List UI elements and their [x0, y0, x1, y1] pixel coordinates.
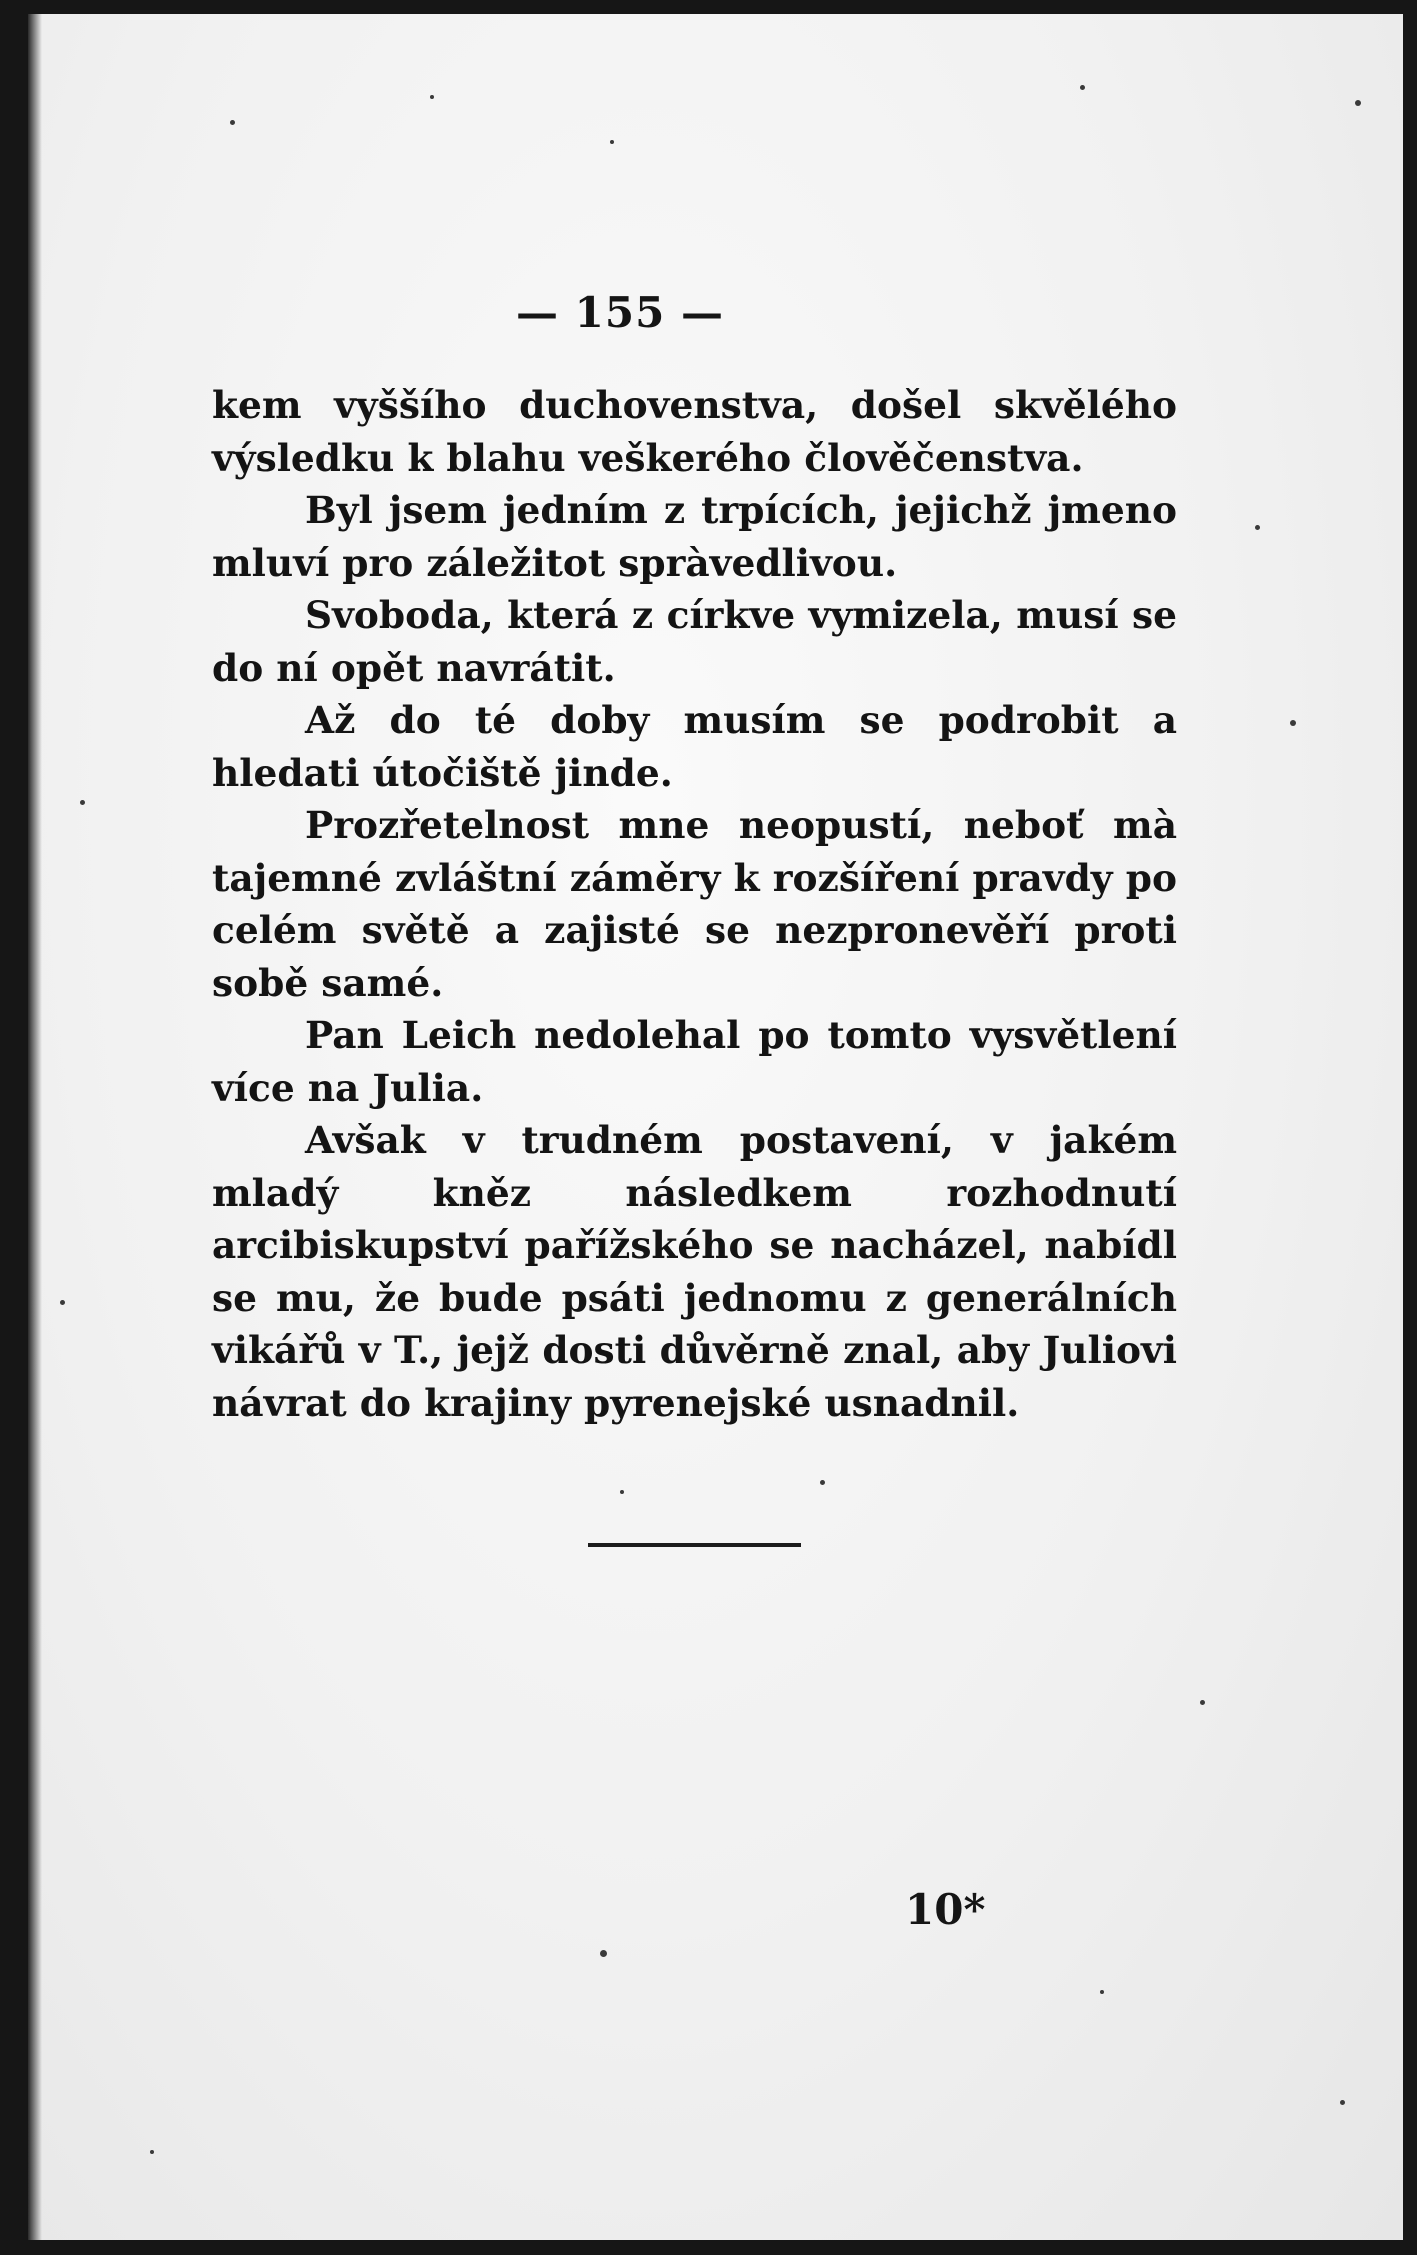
body-text [212, 379, 1177, 1429]
binding-shadow [28, 14, 42, 2240]
scan-speck [230, 120, 235, 125]
scan-speck [1200, 1700, 1205, 1705]
paragraph-1: kem vyššího duchovenstva, došel skvělého výsledku k blahu veškerého člověčenstva. [212, 383, 1177, 480]
paragraph-3: Svoboda, která z církve vymizela, musí se do ní opět navrátit. [212, 593, 1177, 690]
page-number: — 155 — [516, 288, 724, 337]
scan-speck [1290, 720, 1296, 726]
signature-mark: 10* [905, 1885, 986, 1934]
scan-speck [150, 2150, 154, 2154]
scan-speck [1340, 2100, 1345, 2105]
paragraph-4: Až do té doby musím se podrobit a hledati útočiště jinde. [212, 698, 1177, 795]
paragraph-2: Byl jsem jedním z trpících, jejichž jmeno mluví pro záležitot spràvedlivou. [212, 488, 1177, 585]
scan-speck [610, 140, 614, 144]
end-rule [588, 1543, 801, 1547]
scan-speck [60, 1300, 65, 1305]
scan-speck [820, 1480, 825, 1485]
scan-speck [600, 1950, 607, 1957]
scan-speck [430, 95, 434, 99]
scan-speck [1080, 85, 1085, 90]
scan-speck [80, 800, 85, 805]
scan-speck [1255, 525, 1260, 530]
scan-speck [1355, 100, 1361, 106]
paragraph-6: Pan Leich nedolehal po tomto vysvětlení více na Julia. [212, 1013, 1177, 1110]
scan-speck [1100, 1990, 1104, 1994]
paragraph-7: Avšak v trudném postavení, v jakém mladý kněz následkem rozhodnutí arcibiskupství pařížského se nacházel, nabídl se mu, že bude psáti jednomu z generálních vikářů v T., jejž dosti důvěrně znal, aby Juliovi návrat do krajiny pyrenejské usnadnil. [212, 1118, 1177, 1425]
scan-speck [620, 1490, 624, 1494]
paragraph-5: Prozřetelnost mne neopustí, neboť mà tajemné zvláštní záměry k rozšíření pravdy po celém světě a zajisté se nezpronevěří proti sobě samé. [212, 803, 1177, 1005]
